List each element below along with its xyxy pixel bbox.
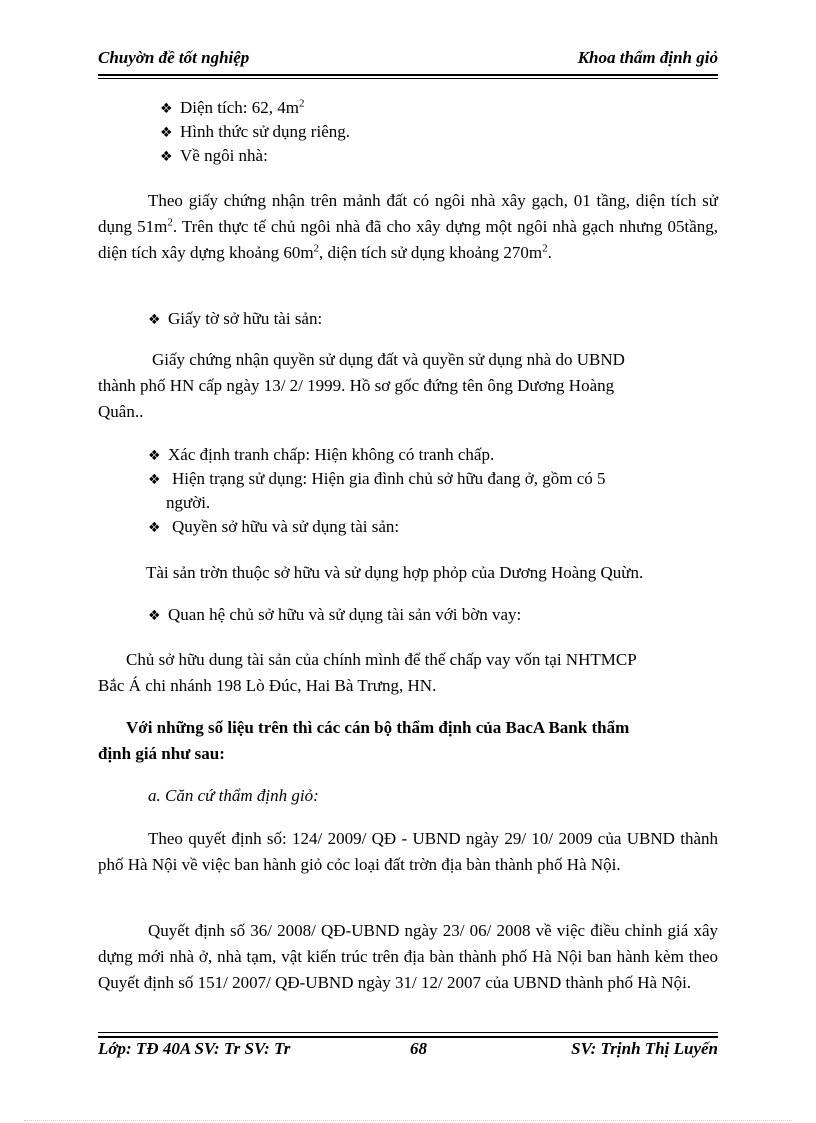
paragraph-certificate-line2: thành phố HN cấp ngày 13/ 2/ 1999. Hồ sơ gốc đứng tên ông Dương Hoàng <box>98 376 615 395</box>
bold-statement-line1: Với những số liệu trên thì các cán bộ thẩm định của BacA Bank thẩm <box>126 718 630 737</box>
page-header <box>98 48 718 74</box>
section-heading-a: a. Căn cứ thẩm định giỏ: <box>148 786 319 805</box>
paragraph-certificate-line1: Giấy chứng nhận quyền sử dụng đất và quyền sử dụng nhà do UBND <box>152 350 625 369</box>
diamond-bullet-icon: ❖ <box>160 101 173 117</box>
bullet-house: ❖ Về ngôi nhà: <box>160 144 268 169</box>
diamond-bullet-icon: ❖ <box>160 125 173 141</box>
footer-class: Lớp: TĐ 40A SV: Tr SV: Tr <box>98 1039 291 1058</box>
bullet-area: ❖ Diện tích: 62, $4m^2$ <box>160 96 304 121</box>
paragraph-decision-124: Theo quyết định số: 124/ 2009/ QĐ - UBND ngày 29/ 10/ 2009 của UBND thành phố Hà Nội về việc ban hành giỏ cỏc loại đất trờn địa bàn thành phố Hà Nội. <box>98 829 718 874</box>
diamond-bullet-icon: ❖ <box>148 520 161 536</box>
diamond-bullet-icon: ❖ <box>148 448 161 464</box>
paragraph-asset-ownership: Tài sản trờn thuộc sở hữu và sử dụng hợp phỏp của Dương Hoàng Quừn. <box>146 563 644 582</box>
footer-rule-thin <box>98 1032 718 1033</box>
paragraph-certificate-line3: Quân.. <box>98 402 144 421</box>
header-right: Khoa thẩm định giỏ <box>577 48 718 67</box>
bullet-relationship: ❖ Quan hệ chủ sở hữu và sử dụng tài sản với bờn vay: <box>148 603 521 628</box>
diamond-bullet-icon: ❖ <box>148 472 161 488</box>
header-rule-thin <box>98 78 718 79</box>
page-footer <box>98 1039 718 1063</box>
page-number: 68 <box>410 1039 427 1058</box>
header-rule <box>98 74 718 76</box>
paragraph-decision-36: Quyết định số 36/ 2008/ QĐ-UBND ngày 23/ 06/ 2008 về việc điều chỉnh giá xây dựng mới nhà ở, nhà tạm, vật kiến trúc trên địa bàn thành phố Hà Nội ban hành kèm theo Quyết định số 151/ 2007/ QĐ-UBND ngày 31/ 12/ 2007 của UBND thành phố Hà Nội. <box>98 921 718 992</box>
bullet-rights: ❖ Quyền sở hữu và sử dụng tài sản: <box>148 515 399 540</box>
bullet-current-use-cont: người. <box>166 493 211 512</box>
page-edge-divider <box>24 1120 792 1121</box>
footer-student: SV: Trịnh Thị Luyến <box>571 1039 718 1058</box>
paragraph-house-description: Theo giấy chứng nhận trên mảnh đất có ngôi nhà xây gạch, 01 tầng, diện tích sử dụng $51m^2$. Trên thực tế chủ ngôi nhà đã cho xây dựng một ngôi nhà gạch nhưng 05tầng, diện tích xây dựng khoảng $60m^2$, diện tích sử dụng khoảng $270m^2$. <box>98 191 718 262</box>
diamond-bullet-icon: ❖ <box>148 608 161 624</box>
bullet-current-use: ❖ Hiện trạng sử dụng: Hiện gia đình chủ sở hữu đang ở, gồm có 5 <box>148 467 605 492</box>
diamond-bullet-icon: ❖ <box>148 312 161 328</box>
footer-rule <box>98 1036 718 1038</box>
bullet-dispute: ❖ Xác định tranh chấp: Hiện không có tranh chấp. <box>148 443 494 468</box>
bullet-ownership-papers: ❖ Giấy tờ sở hữu tài sản: <box>148 307 322 332</box>
bold-statement-line2: định giá như sau: <box>98 744 225 763</box>
paragraph-mortgage-line1: Chủ sở hữu dung tài sản của chính mình để thế chấp vay vốn tại NHTMCP <box>126 650 637 669</box>
diamond-bullet-icon: ❖ <box>160 149 173 165</box>
bullet-usage-form: ❖ Hình thức sử dụng riêng. <box>160 120 350 145</box>
paragraph-mortgage-line2: Bắc Á chi nhánh 198 Lò Đúc, Hai Bà Trưng, HN. <box>98 676 437 695</box>
header-left: Chuyờn đề tốt nghiệp <box>98 48 250 67</box>
